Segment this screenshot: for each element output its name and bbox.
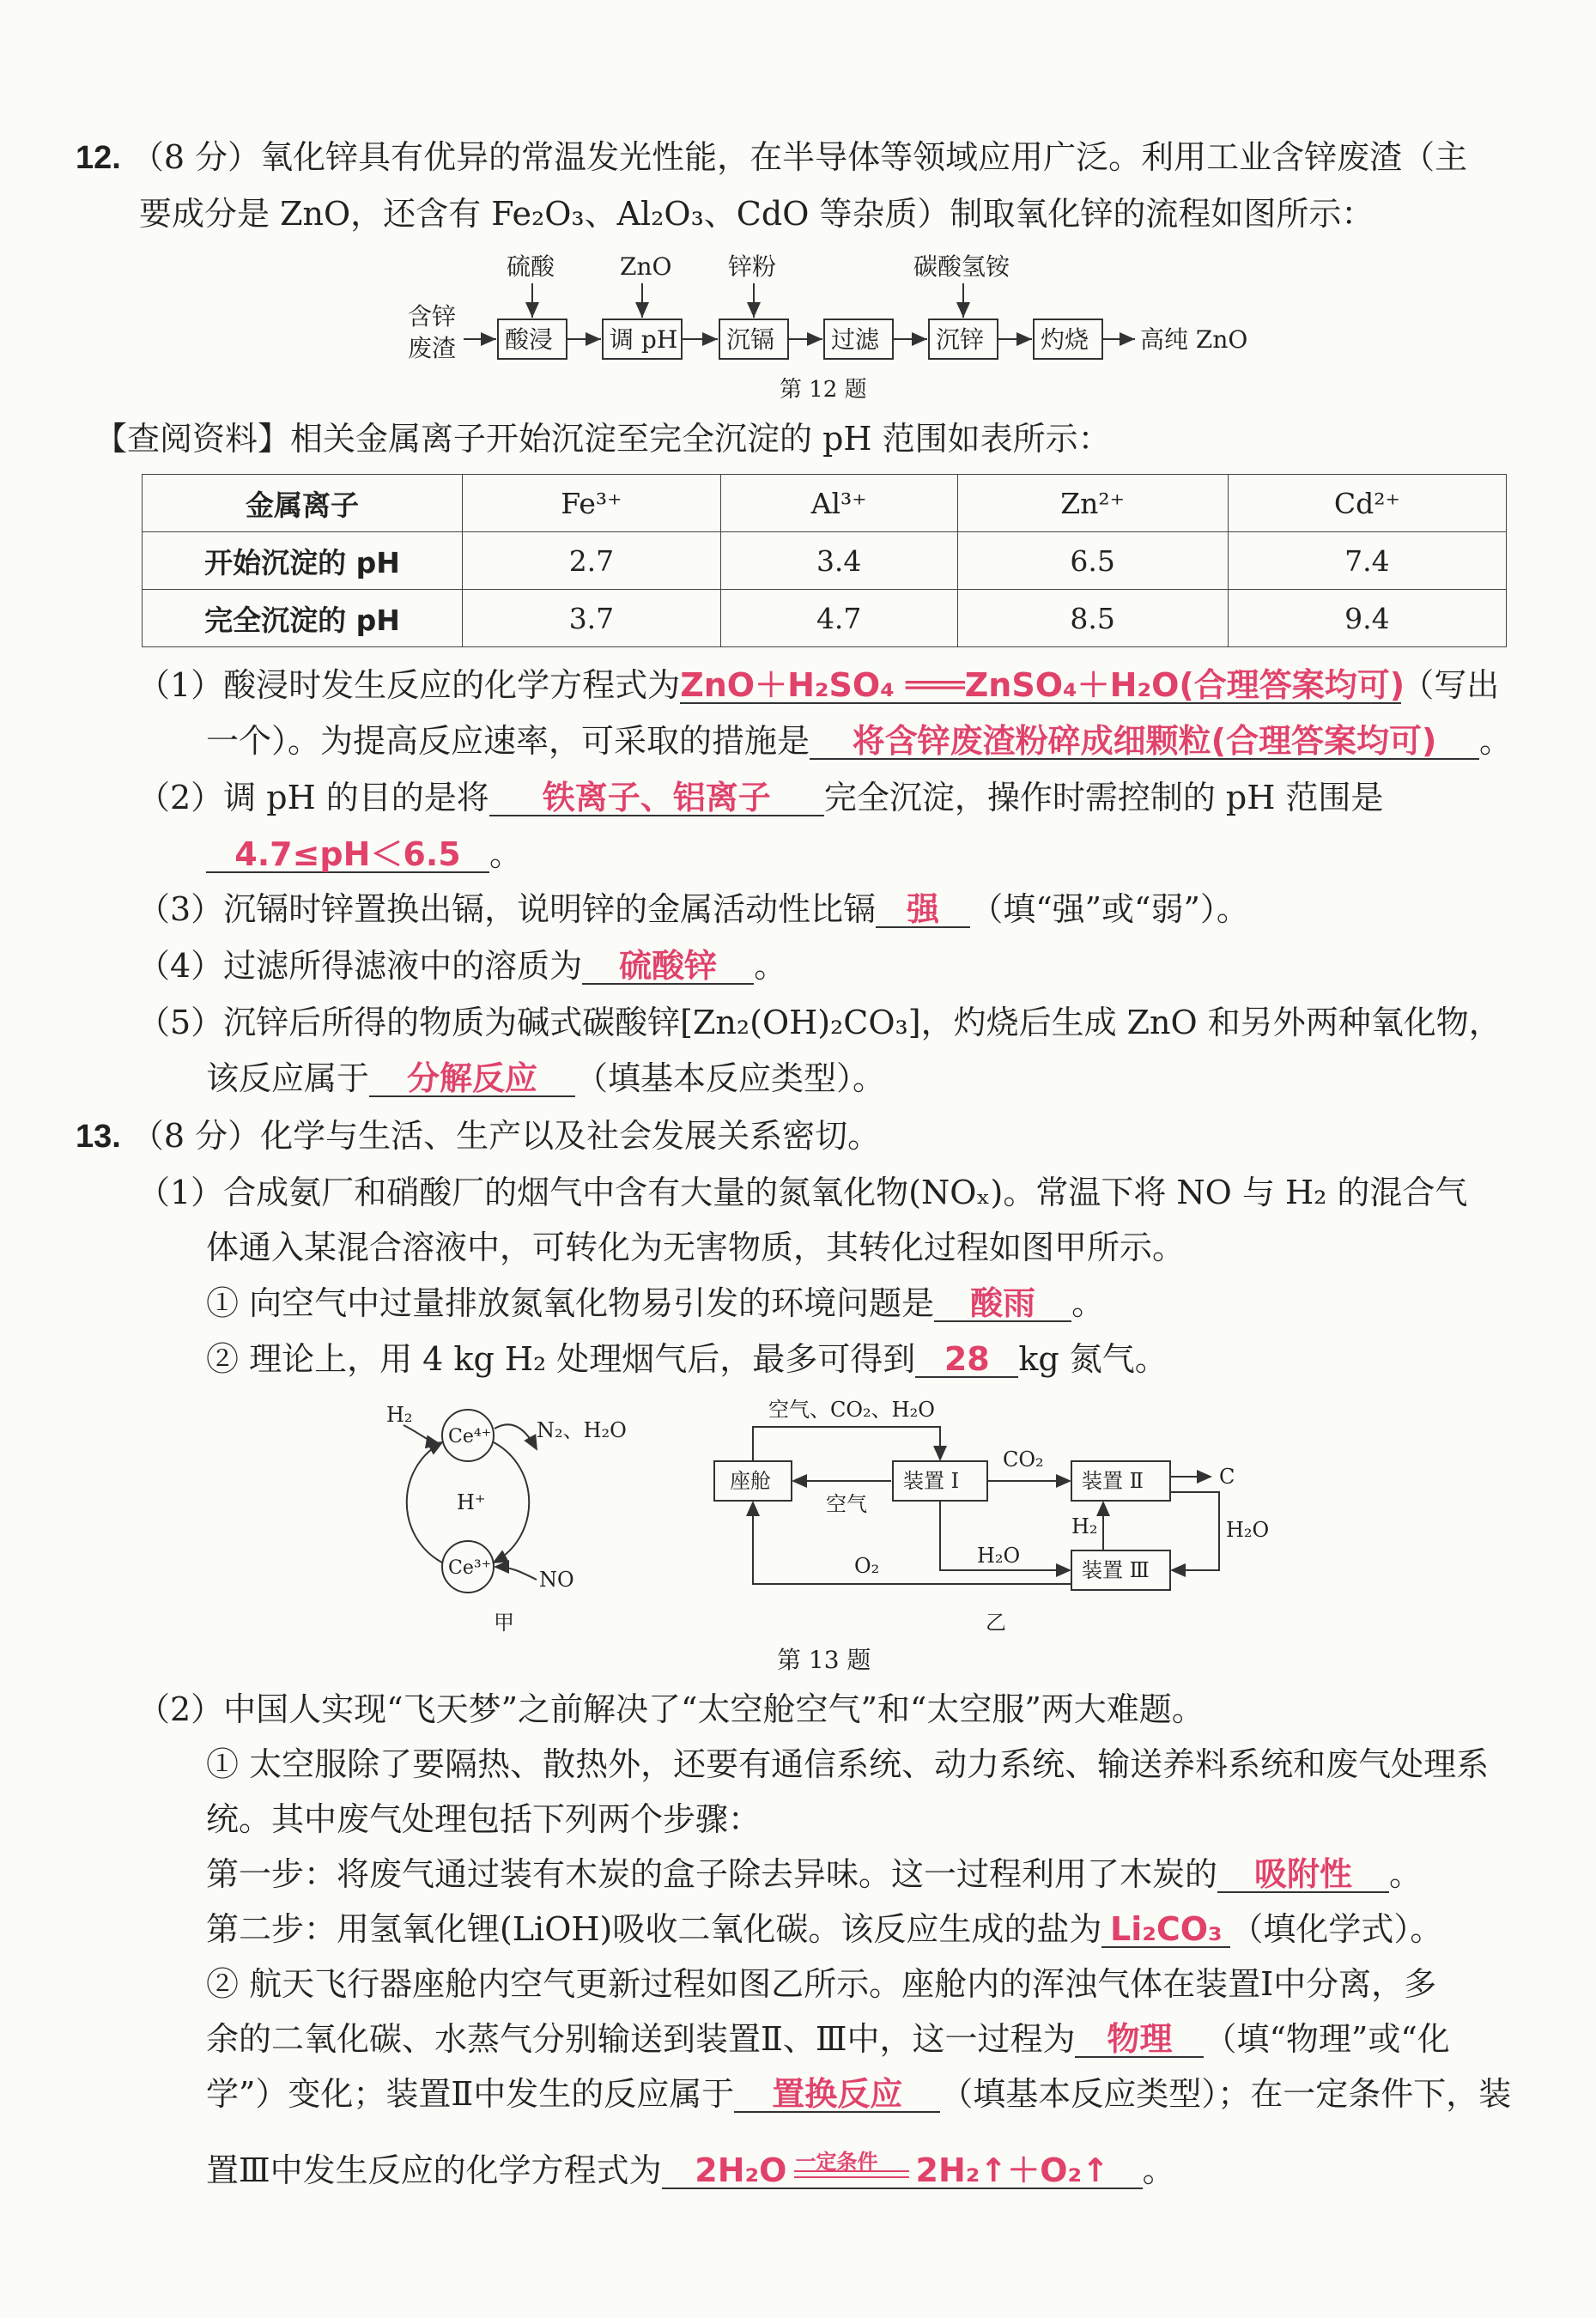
flow-box-acid-label: 酸浸 (505, 325, 554, 354)
q13-part2-line2: ① 太空服除了要隔热、散热外，还要有通信系统、动力系统、输送养料系统和废气处理系 (206, 1745, 1490, 1783)
q12-p3-text-b: （填“强”或“弱”）。 (970, 890, 1249, 928)
table-cell: 完全沉淀的 pH (143, 590, 463, 647)
q12-intro-text1: （8 分）氧化锌具有优异的常温发光性能，在半导体等领域应用广泛。利用工业含锌废渣（主 (130, 138, 1468, 176)
jia-h2-label: H₂ (386, 1403, 413, 1427)
q12-part3-line (137, 889, 1249, 929)
q13-intro-text: （8 分）化学与生活、生产以及社会发展关系密切。 (130, 1117, 881, 1155)
q12-p4-text-b: 。 (754, 947, 787, 985)
q12-part2-line2 (206, 834, 522, 874)
table-header-row (143, 475, 1507, 532)
yi-dev2-label: 装置 Ⅱ (1082, 1469, 1144, 1493)
q12-p1-answer: ZnO＋H₂SO₄ ═══ZnSO₄＋H₂O(合理答案均可) (680, 666, 1405, 704)
q12-p5-text-c: （填基本反应类型）。 (575, 1059, 886, 1097)
yi-top-label: 空气、CO₂、H₂O (768, 1398, 935, 1422)
table-cell: 4.7 (720, 590, 957, 647)
table-row (143, 590, 1507, 647)
flow-input-nh4hco3: 碳酸氢铵 (913, 252, 1010, 281)
yi-o2-label: O₂ (854, 1554, 880, 1578)
table-header-cell: Zn²⁺ (957, 475, 1228, 532)
yi-figure-label: 乙 (986, 1611, 1006, 1635)
q12-part2-line1 (137, 778, 1383, 817)
q13-step2-line (206, 1909, 1442, 1949)
q12-p3-text-a: （3）沉镉时锌置换出镉，说明锌的金属活动性比镉 (137, 890, 877, 928)
table-cell: 3.7 (463, 590, 721, 647)
q13-p2g-text-b: 。 (1142, 2151, 1175, 2189)
q13-step1-answer: 吸附性 (1217, 1857, 1389, 1893)
q12-number: 12. (76, 140, 121, 176)
flow-start-line2: 废渣 (408, 334, 457, 362)
yi-dev3-label: 装置 Ⅲ (1082, 1558, 1150, 1582)
q13-p2g-text-a: 置Ⅲ中发生反应的化学方程式为 (206, 2151, 662, 2189)
q13-p2e-text-b: （填“物理”或“化 (1204, 2020, 1450, 2058)
q13-part1-line2: 体通入某混合溶液中，可转化为无害物质，其转化过程如图甲所示。 (206, 1229, 1186, 1266)
q13-part2-line3: 统。其中废气处理包括下列两个步骤： (206, 1800, 762, 1838)
table-cell: 3.4 (720, 532, 957, 590)
q13-figure-caption: 第 13 题 (777, 1646, 871, 1674)
q12-intro-line1 (76, 137, 1467, 178)
q12-part1-line2 (206, 721, 1512, 761)
q12-p2-text-a: （2）调 pH 的目的是将 (137, 779, 489, 816)
flow-box-cd-label: 沉镉 (726, 325, 775, 354)
q13-s2-text-a: ② 理论上，用 4 kg H₂ 处理烟气后，最多可得到 (206, 1340, 916, 1378)
jia-no-label: NO (539, 1568, 574, 1592)
table-header-cell: Cd²⁺ (1228, 475, 1506, 532)
flow-box-zn-label: 沉锌 (936, 325, 985, 354)
q12-p1-text-b: （写出 (1401, 666, 1500, 704)
table-cell: 6.5 (957, 532, 1228, 590)
q13-part2-line6 (206, 2074, 1511, 2114)
table-row (143, 532, 1507, 590)
flow-start-line1: 含锌 (408, 302, 457, 331)
table-header-cell: Al³⁺ (720, 475, 957, 532)
q12-p5-answer: 分解反应 (369, 1061, 575, 1097)
table-cell: 开始沉淀的 pH (143, 532, 463, 590)
yi-h2o-right-label: H₂O (1226, 1518, 1270, 1542)
q12-p3-answer: 强 (876, 892, 970, 928)
yi-cabin-label: 座舱 (730, 1469, 771, 1493)
q13-p2f-text-b: （填基本反应类型）；在一定条件下，装 (940, 2075, 1512, 2113)
q12-part1-line1 (137, 665, 1499, 705)
yi-c-label: C (1219, 1465, 1235, 1489)
q12-p1-text-d: 。 (1479, 722, 1513, 760)
q13-step2-text-b: （填化学式）。 (1230, 1910, 1443, 1948)
q13-part2-line1: （2）中国人实现“飞天梦”之前解决了“太空舱空气”和“太空服”两大难题。 (137, 1690, 1205, 1728)
q13-p2g-reaction-arrow (787, 2150, 916, 2181)
q12-p2-text-c: 。 (489, 835, 523, 873)
yi-h2o-mid-label: H₂O (977, 1544, 1021, 1568)
q13-part2-line7 (206, 2151, 1175, 2190)
q13-s1-answer: 酸雨 (934, 1286, 1071, 1322)
q13-s1-text-b: 。 (1071, 1284, 1105, 1322)
table-header-cell: 金属离子 (143, 475, 463, 532)
q12-part5-line1: （5）沉锌后所得的物质为碱式碳酸锌[Zn₂(OH)₂CO₃]，灼烧后生成 ZnO 和另外两种氧化物， (137, 1004, 1502, 1041)
jia-figure-label: 甲 (494, 1611, 514, 1635)
q13-p2g-answer (662, 2150, 1143, 2189)
q12-part5-line2 (206, 1059, 885, 1098)
q13-part2-line4: ② 航天飞行器座舱内空气更新过程如图乙所示。座舱内的浑浊气体在装置Ⅰ中分离，多 (206, 1965, 1437, 2003)
q13-p2g-ans-right: 2H₂↑＋O₂↑ (915, 2151, 1110, 2189)
q13-step1-text-a: 第一步：将废气通过装有木炭的盒子除去异味。这一过程利用了木炭的 (206, 1855, 1218, 1893)
q13-s2-answer: 28 (915, 1342, 1018, 1378)
table-header-cell: Fe³⁺ (463, 475, 721, 532)
jia-hplus-label: H⁺ (457, 1490, 486, 1514)
q13-s2-text-b: kg 氮气。 (1018, 1340, 1168, 1378)
q13-step1-text-b: 。 (1389, 1855, 1423, 1893)
flow-box-ph-label: 调 pH (610, 325, 678, 354)
q13-p2g-ans-left: 2H₂O (695, 2151, 787, 2189)
q12-p2-text-b: 完全沉淀，操作时需控制的 pH 范围是 (823, 779, 1384, 816)
q13-p2e-text-a: 余的二氧化碳、水蒸气分别输送到装置Ⅱ、Ⅲ中，这一过程为 (206, 2020, 1076, 2058)
q12-p2-answer: 铁离子、铝离子 (489, 780, 824, 816)
q12-reference-title: 【查阅资料】相关金属离子开始沉淀至完全沉淀的 pH 范围如表所示： (94, 420, 1111, 458)
yi-air-label: 空气 (826, 1492, 867, 1516)
q13-number: 13. (76, 1119, 121, 1155)
q13-sub2-line (206, 1339, 1168, 1379)
q13-s1-text-a: ① 向空气中过量排放氮氧化物易引发的环境问题是 (206, 1284, 935, 1322)
flow-input-acid: 硫酸 (507, 252, 555, 281)
flow-input-zno: ZnO (620, 252, 672, 281)
yi-dev1-label: 装置 Ⅰ (903, 1469, 960, 1493)
q12-ph-table (142, 474, 1507, 647)
q12-p1-answer2: 将含锌废渣粉碎成细颗粒(合理答案均可) (810, 724, 1479, 760)
q12-intro-line2: 要成分是 ZnO，还含有 Fe₂O₃、Al₂O₃、CdO 等杂质）制取氧化锌的流程如图所示： (139, 195, 1375, 233)
q12-p4-answer: 硫酸锌 (582, 949, 754, 985)
q12-p2-answer2: 4.7≤pH＜6.5 (206, 837, 489, 873)
table-cell: 2.7 (463, 532, 721, 590)
flow-box-filter-label: 过滤 (831, 325, 880, 354)
q12-p1-text-a: （1）酸浸时发生反应的化学方程式为 (137, 666, 681, 704)
q13-step2-answer: Li₂CO₃ (1101, 1912, 1230, 1948)
jia-n2h2o-label: N₂、H₂O (537, 1418, 627, 1442)
table-cell: 8.5 (957, 590, 1228, 647)
table-cell: 7.4 (1228, 532, 1506, 590)
flow-box-burn-label: 灼烧 (1041, 325, 1089, 354)
table-cell: 9.4 (1228, 590, 1506, 647)
q12-part4-line (137, 946, 786, 986)
flow-input-znpowder: 锌粉 (728, 252, 777, 281)
q13-p2f-answer: 置换反应 (734, 2077, 940, 2113)
q12-p5-text-b: 该反应属于 (206, 1059, 370, 1097)
jia-ce4-label: Ce⁴⁺ (448, 1426, 492, 1447)
q12-p4-text-a: （4）过滤所得滤液中的溶质为 (137, 947, 583, 985)
q12-flow-diagram (395, 249, 1271, 412)
jia-ce3-label: Ce³⁺ (448, 1557, 492, 1579)
q13-figure-jia (369, 1391, 644, 1640)
q12-p1-text-c: 一个）。为提高反应速率，可采取的措施是 (206, 722, 810, 760)
q13-intro-line (76, 1116, 880, 1156)
yi-h2-label: H₂ (1071, 1514, 1098, 1538)
q13-p2g-double-line (794, 2170, 909, 2178)
q13-part1-line1: （1）合成氨厂和硝酸厂的烟气中含有大量的氮氧化物(NOₓ)。常温下将 NO 与 H₂ 的混合气 (137, 1174, 1468, 1211)
flow-caption: 第 12 题 (780, 377, 867, 403)
flow-end-label: 高纯 ZnO (1140, 325, 1248, 354)
yi-co2-label: CO₂ (1003, 1447, 1044, 1472)
q13-step2-text-a: 第二步：用氢氧化锂(LiOH)吸收二氧化碳。该反应生成的盐为 (206, 1910, 1102, 1948)
q13-figure-yi (704, 1391, 1305, 1640)
q13-step1-line (206, 1854, 1422, 1894)
q13-p2f-text-a: 学”）变化；装置Ⅱ中发生的反应属于 (206, 2075, 735, 2113)
q13-sub1-line (206, 1283, 1104, 1323)
q13-p2g-condition: 一定条件 (795, 2150, 878, 2174)
q13-p2e-answer: 物理 (1075, 2022, 1204, 2058)
q13-part2-line5 (206, 2019, 1450, 2059)
